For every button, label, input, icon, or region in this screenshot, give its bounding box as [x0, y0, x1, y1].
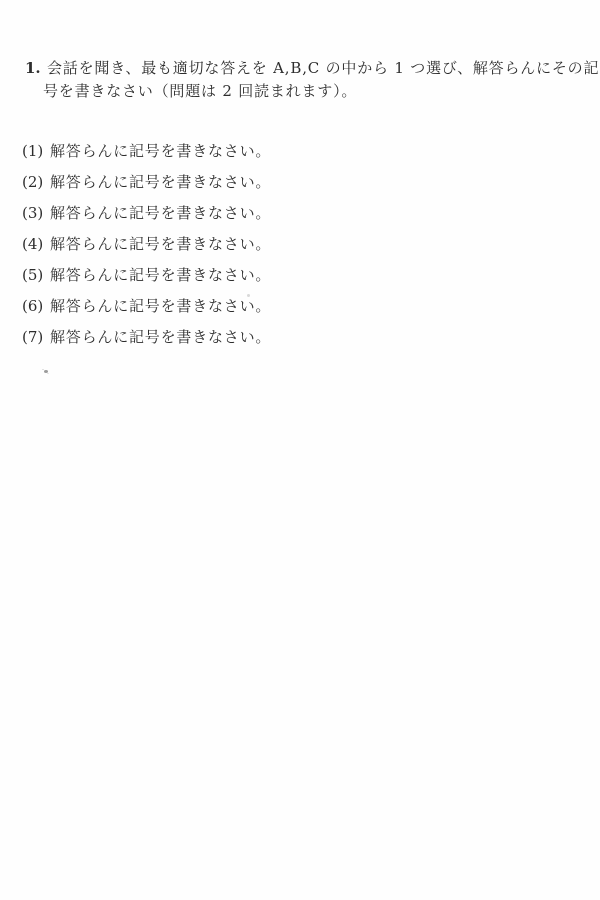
question-line-2: [25, 80, 590, 103]
question-item-list: [22, 143, 271, 360]
list-item: [22, 143, 271, 159]
question-instructions: [25, 57, 600, 103]
question-text-line1: 会話を聞き、最も適切な答えを A,B,C の中から 1 つ選び、解答らんにその記: [47, 59, 600, 77]
item-number: (4): [22, 235, 44, 253]
item-text: 解答らんに記号を書きなさい。: [50, 204, 272, 222]
item-number: (3): [22, 204, 44, 222]
scan-speck: [247, 294, 250, 297]
list-item: [22, 329, 271, 345]
item-text: 解答らんに記号を書きなさい。: [50, 328, 272, 346]
item-number: (1): [22, 142, 44, 160]
item-number: (2): [22, 173, 44, 191]
item-number: (7): [22, 328, 44, 346]
question-line-1: [25, 57, 600, 80]
list-item: [22, 298, 271, 314]
question-number: 1.: [25, 59, 41, 77]
item-text: 解答らんに記号を書きなさい。: [50, 235, 272, 253]
list-item: [22, 267, 271, 283]
item-number: (6): [22, 297, 44, 315]
item-number: (5): [22, 266, 44, 284]
item-text: 解答らんに記号を書きなさい。: [50, 173, 272, 191]
list-item: [22, 205, 271, 221]
list-item: [22, 236, 271, 252]
item-text: 解答らんに記号を書きなさい。: [50, 266, 272, 284]
scan-speck: [44, 370, 48, 373]
list-item: [22, 174, 271, 190]
item-text: 解答らんに記号を書きなさい。: [50, 297, 272, 315]
item-text: 解答らんに記号を書きなさい。: [50, 142, 272, 160]
question-text-line2: 号を書きなさい（問題は 2 回読まれます）。: [43, 82, 358, 100]
